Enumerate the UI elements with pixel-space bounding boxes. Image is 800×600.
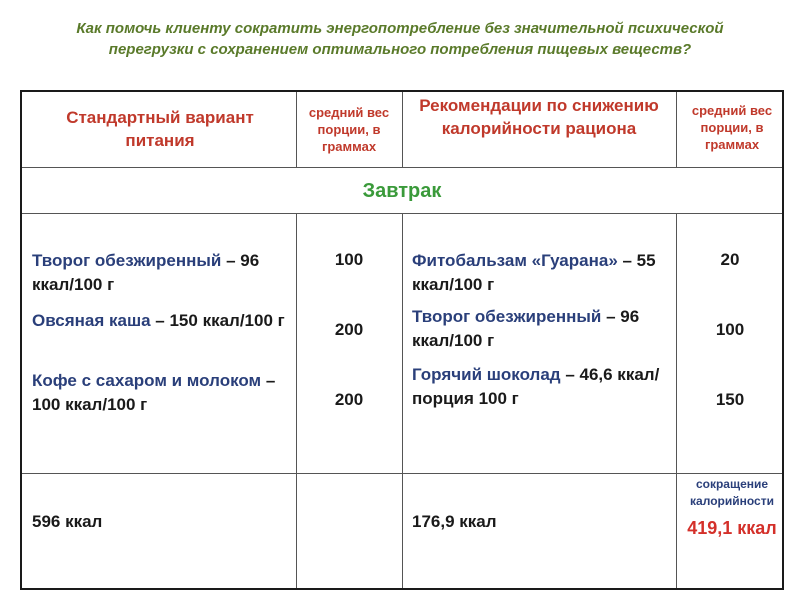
recommended-item	[412, 305, 674, 353]
portion-weight: 200	[334, 320, 364, 339]
food-calories: – 150 ккал/100 г	[150, 311, 285, 330]
divider	[22, 167, 782, 168]
reduction-box	[682, 476, 782, 541]
section-breakfast: Завтрак	[362, 180, 442, 202]
reduction-label: сокращение калорийности	[690, 477, 774, 508]
food-name: Горячий шоколад	[412, 365, 561, 384]
divider	[22, 213, 782, 214]
divider	[22, 473, 782, 474]
header-recommendations: Рекомендации по снижению калорийности рациона	[419, 96, 659, 138]
portion-weight: 100	[715, 320, 745, 339]
food-name: Кофе с сахаром и молоком	[32, 371, 262, 390]
total-standard: 596 ккал	[32, 512, 103, 531]
divider	[296, 92, 297, 167]
header-portion-standard: средний вес порции, в граммах	[308, 105, 390, 154]
total-recommended: 176,9 ккал	[412, 512, 497, 531]
portion-weight: 100	[334, 250, 364, 269]
portion-weight: 150	[715, 390, 745, 409]
food-calories: – 100 ккал/100 г	[32, 371, 276, 414]
standard-item	[32, 369, 294, 417]
recommended-item	[412, 363, 674, 411]
standard-item	[32, 309, 294, 333]
divider	[676, 92, 677, 167]
food-calories: – 96 ккал/100 г	[32, 251, 260, 294]
food-calories: – 46,6 ккал/порция 100 г	[412, 365, 660, 408]
recommended-item	[412, 249, 674, 297]
food-name: Творог обезжиренный	[32, 251, 222, 270]
nutrition-table	[20, 90, 784, 590]
header-standard: Стандартный вариант питания	[66, 108, 254, 150]
standard-item	[32, 249, 294, 297]
food-calories: – 55 ккал/100 г	[412, 251, 656, 294]
food-name: Овсяная каша	[32, 311, 151, 330]
header-portion-recommended: средний вес порции, в граммах	[691, 103, 773, 152]
food-name: Творог обезжиренный	[412, 307, 602, 326]
food-calories: – 96 ккал/100 г	[412, 307, 640, 350]
reduction-value: 419,1 ккал	[687, 518, 777, 538]
portion-weight: 20	[720, 250, 740, 269]
divider	[402, 92, 403, 167]
food-name: Фитобальзам «Гуарана»	[412, 251, 618, 270]
divider	[402, 213, 403, 588]
slide-title: Как помочь клиенту сократить энергопотребление без значительной психической перегрузки с сохранением оптимального потребления пищевых веществ?	[76, 20, 724, 58]
portion-weight: 200	[334, 390, 364, 409]
